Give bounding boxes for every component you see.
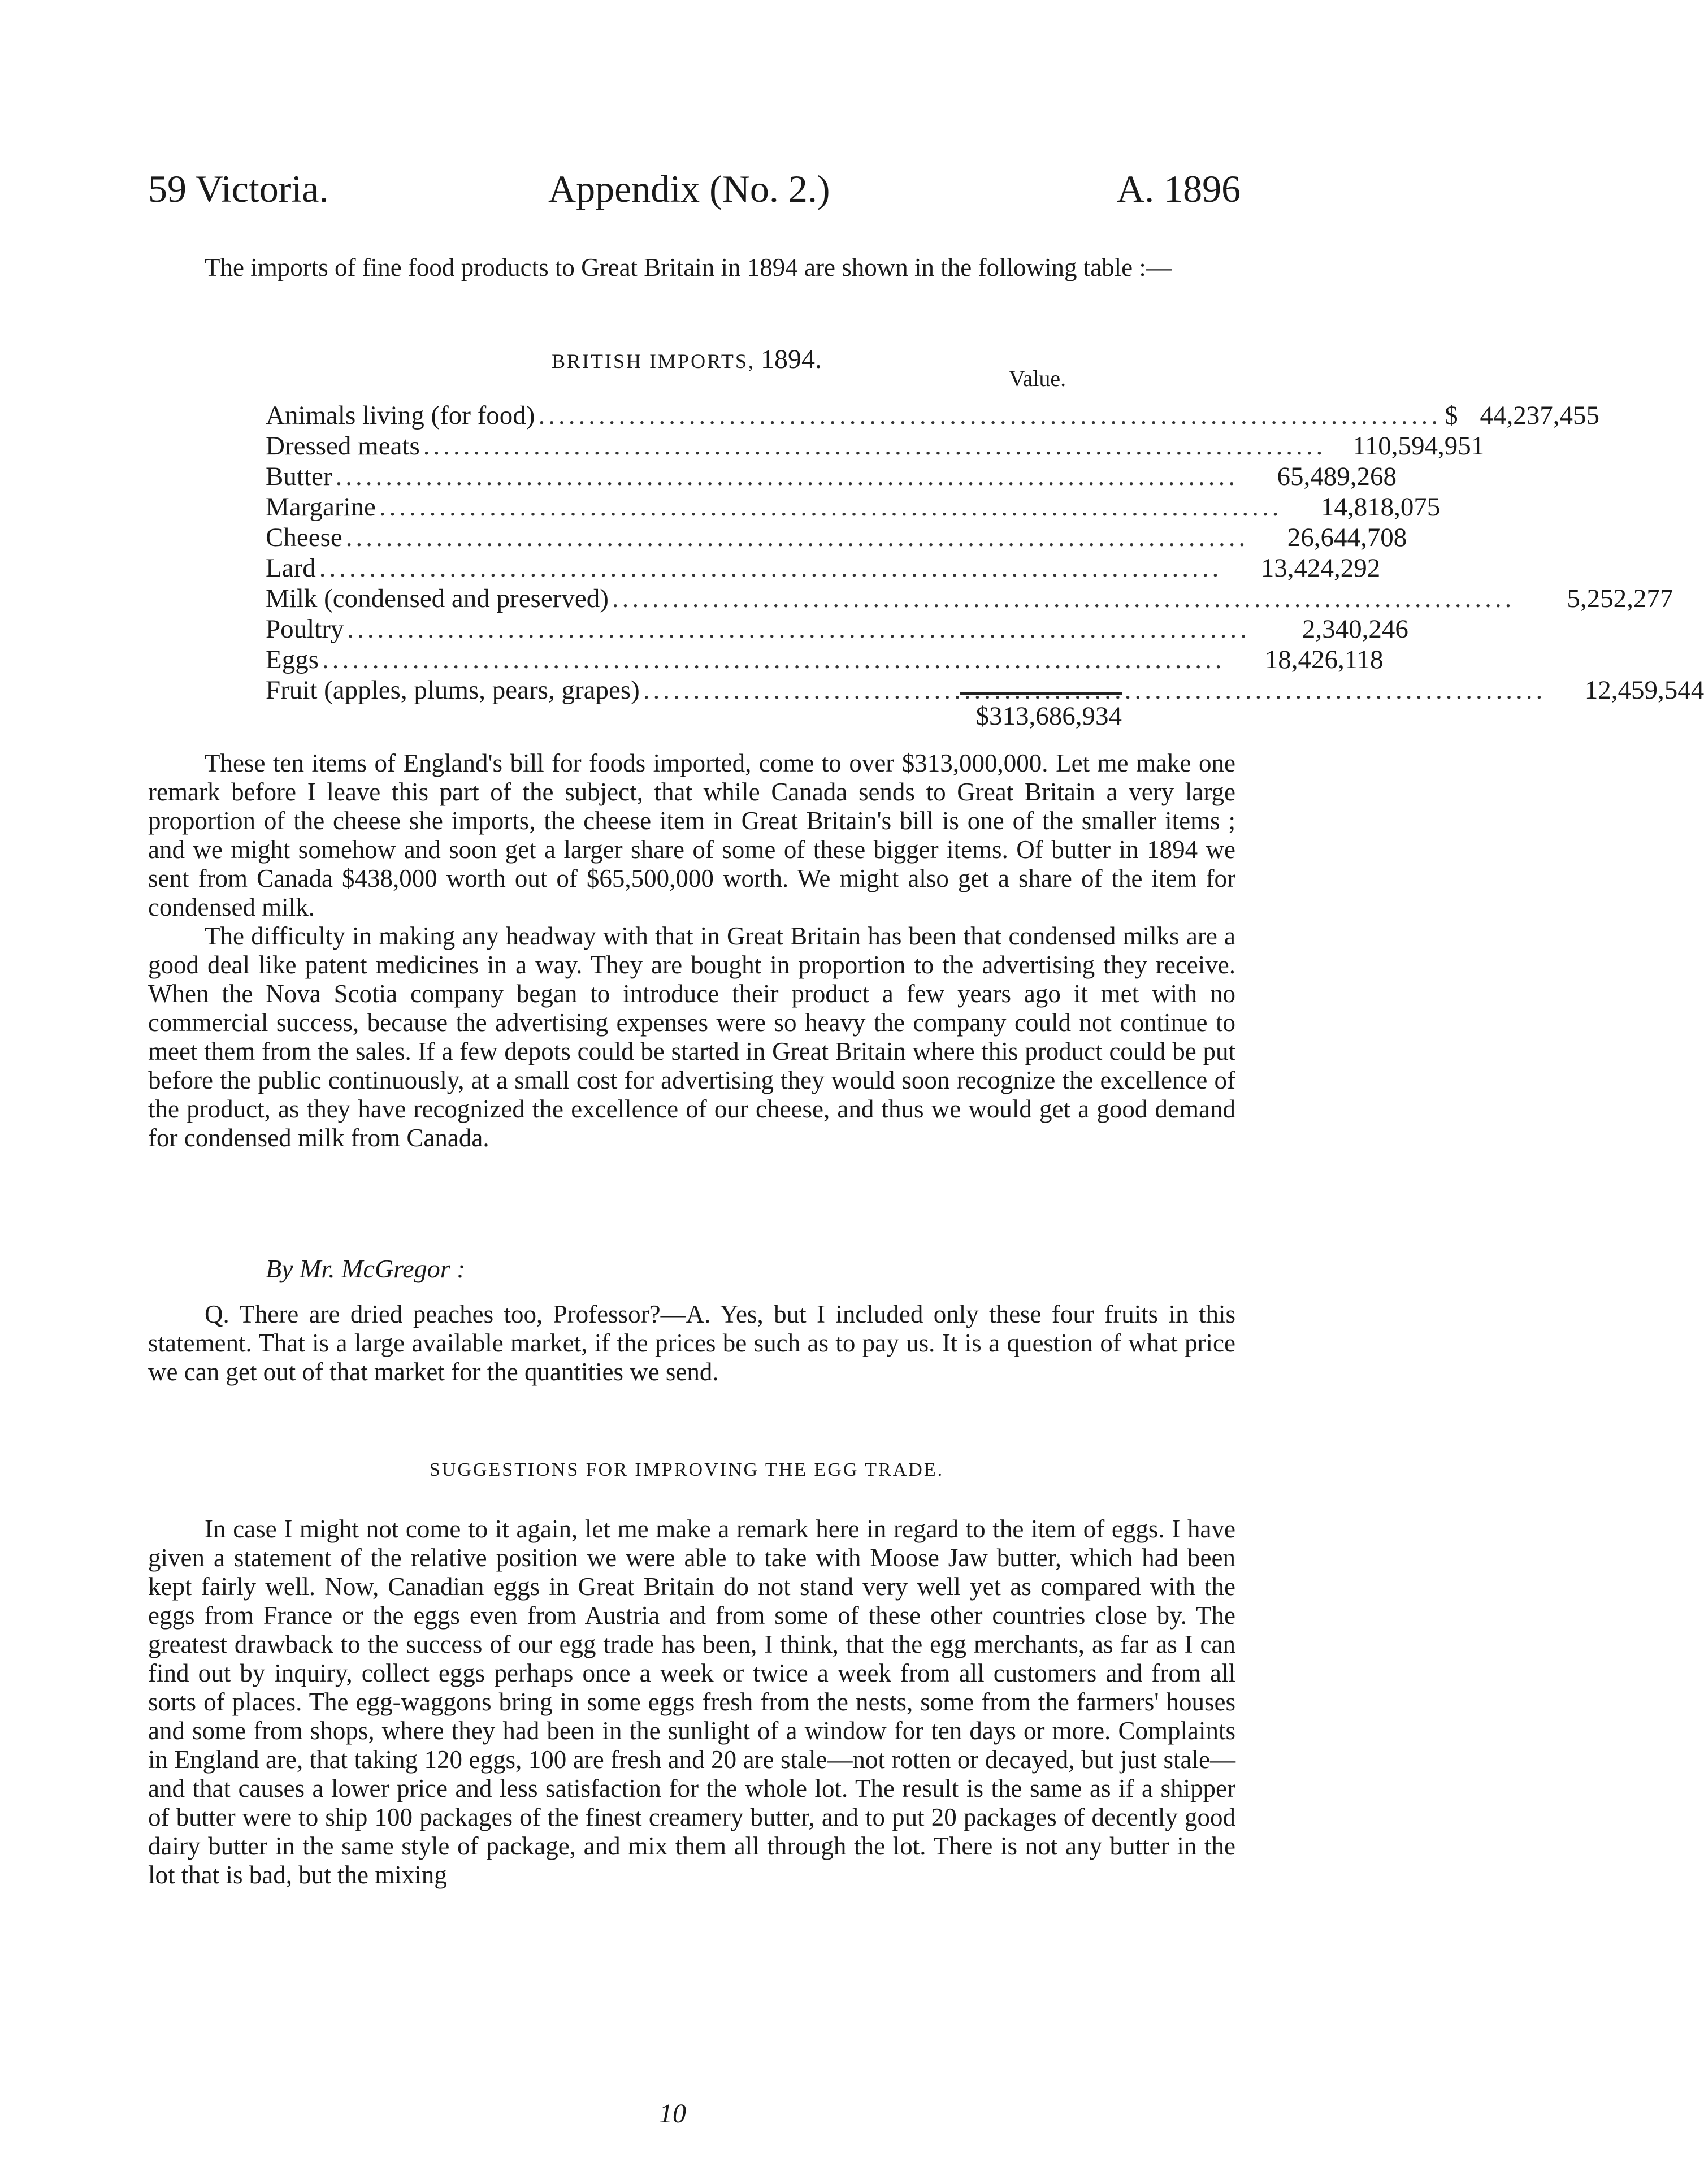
row-value: 14,818,075 [1320, 492, 1441, 522]
running-header-session: 59 Victoria. [148, 167, 329, 210]
table-row [266, 431, 1485, 461]
row-label: Dressed meats [266, 431, 420, 461]
leader-dots: .......................................................................................... [423, 431, 1326, 461]
table-row [266, 492, 1441, 522]
row-value: 18,426,118 [1264, 645, 1384, 674]
leader-dots: .......................................................................................... [379, 492, 1282, 522]
table-row [266, 583, 1673, 614]
running-header-year: A. 1896 [1117, 167, 1241, 210]
row-value: 26,644,708 [1287, 523, 1407, 552]
row-value: 13,424,292 [1260, 553, 1381, 583]
paragraph-eggs [148, 1515, 1235, 1890]
leader-dots: .......................................................................................... [335, 462, 1238, 491]
row-label: Poultry [266, 614, 344, 644]
value-column-header: Value. [1009, 366, 1066, 391]
row-value: 65,489,268 [1277, 462, 1397, 491]
row-label: Butter [266, 462, 332, 491]
table-row [266, 461, 1397, 492]
total-rule [960, 692, 1122, 695]
page-number: 10 [659, 2099, 686, 2129]
paragraph-text: Q. There are dried peaches too, Professor?—A. Yes, but I included only these four fruits in this statement. That is a large available market, if the prices be such as to pay us. It is a question of what price we can get out of that market for the quantities we send. [148, 1300, 1235, 1386]
section-heading: SUGGESTIONS FOR IMPROVING THE EGG TRADE. [429, 1459, 944, 1480]
table-caption-year: 1894. [760, 344, 822, 374]
row-label: Lard [266, 553, 316, 583]
row-value: 110,594,951 [1352, 431, 1485, 461]
intro-text: The imports of fine food products to Great Britain in 1894 are shown in the following table :— [205, 253, 1172, 281]
table-row [266, 400, 1599, 431]
row-value: 44,237,455 [1480, 401, 1599, 430]
speaker-attribution: By Mr. McGregor : [266, 1254, 466, 1283]
table-total: $313,686,934 [975, 701, 1122, 731]
intro-paragraph [148, 253, 1235, 282]
row-label: Milk (condensed and preserved) [266, 584, 609, 613]
row-label: Margarine [266, 492, 376, 522]
row-value: 2,340,246 [1302, 614, 1408, 644]
leader-dots: .......................................................................................... [345, 523, 1249, 552]
table-row [266, 522, 1407, 553]
leader-dots: .......................................................................................... [643, 675, 1546, 705]
paragraph-text: The difficulty in making any headway with that in Great Britain has been that condensed milks are a good deal like patent medicines in a way. They are bought in proportion to the advertising they receive. When the Nova Scotia company began to introduce their product a few years ago it met with no commercial success, because the advertising expenses were so heavy the company could not continue to meet them from the sales. If a few depots could be started in Great Britain where this product could be put before the public continuously, at a small cost for advertising they would soon recognize the excellence of the product, as they have recognized the excellence of our cheese, and thus we would get a good demand for condensed milk from Canada. [148, 922, 1235, 1152]
table-caption-text: BRITISH IMPORTS, [552, 350, 755, 372]
row-value: 12,459,544 [1584, 675, 1704, 705]
running-header-appendix: Appendix (No. 2.) [548, 167, 830, 210]
leader-dots: .......................................................................................... [612, 584, 1515, 613]
leader-dots: .......................................................................................... [538, 401, 1441, 430]
row-label: Animals living (for food) [266, 401, 535, 430]
paragraph-text: These ten items of England's bill for foods imported, come to over $313,000,000. Let me make one remark before I leave this part of the subject, that while Canada sends to Great Britain a very large proportion of the cheese she imports, the cheese item in Great Britain's bill is one of the smaller items ; and we might somehow and soon get a larger share of some of these bigger items. Of butter in 1894 we sent from Canada $438,000 worth out of $65,500,000 worth. We might also get a share of the item for condensed milk. [148, 749, 1235, 921]
leader-dots: .......................................................................................... [319, 553, 1222, 583]
table-row [266, 553, 1381, 583]
row-currency: $ [1444, 401, 1458, 430]
row-label: Eggs [266, 645, 319, 674]
paragraph-cheese [148, 749, 1235, 1152]
table-caption [0, 344, 1373, 375]
row-label: Cheese [266, 523, 342, 552]
paragraph-text: In case I might not come to it again, let me make a remark here in regard to the item of eggs. I have given a statement of the relative position we were able to take with Moose Jaw butter, which had been kept fairly well. Now, Canadian eggs in Great Britain do not stand very well yet as compared with the eggs from France or the eggs even from Austria and from some of these other countries close by. The greatest drawback to the success of our egg trade has been, I think, that the egg merchants, as far as I can find out by inquiry, collect eggs perhaps once a week or twice a week from all customers and from all sorts of places. The egg-waggons bring in some eggs fresh from the nests, some from the farmers' houses and some from shops, where they had been in the sunlight of a window for ten days or more. Complaints in England are, that taking 120 eggs, 100 are fresh and 20 are stale—not rotten or decayed, but just stale—and that causes a lower price and less satisfaction for the whole lot. The result is the same as if a shipper of butter were to ship 100 packages of the finest creamery butter, and to put 20 packages of decently good dairy butter in the same style of package, and mix them all through the lot. There is not any butter in the lot that is bad, but the mixing [148, 1515, 1235, 1889]
table-row [266, 644, 1384, 675]
row-value: 5,252,277 [1567, 584, 1673, 613]
row-label: Fruit (apples, plums, pears, grapes) [266, 675, 640, 705]
leader-dots: .......................................................................................... [322, 645, 1225, 674]
paragraph-qa [148, 1300, 1235, 1386]
table-row [266, 614, 1408, 644]
leader-dots: .......................................................................................... [347, 614, 1250, 644]
